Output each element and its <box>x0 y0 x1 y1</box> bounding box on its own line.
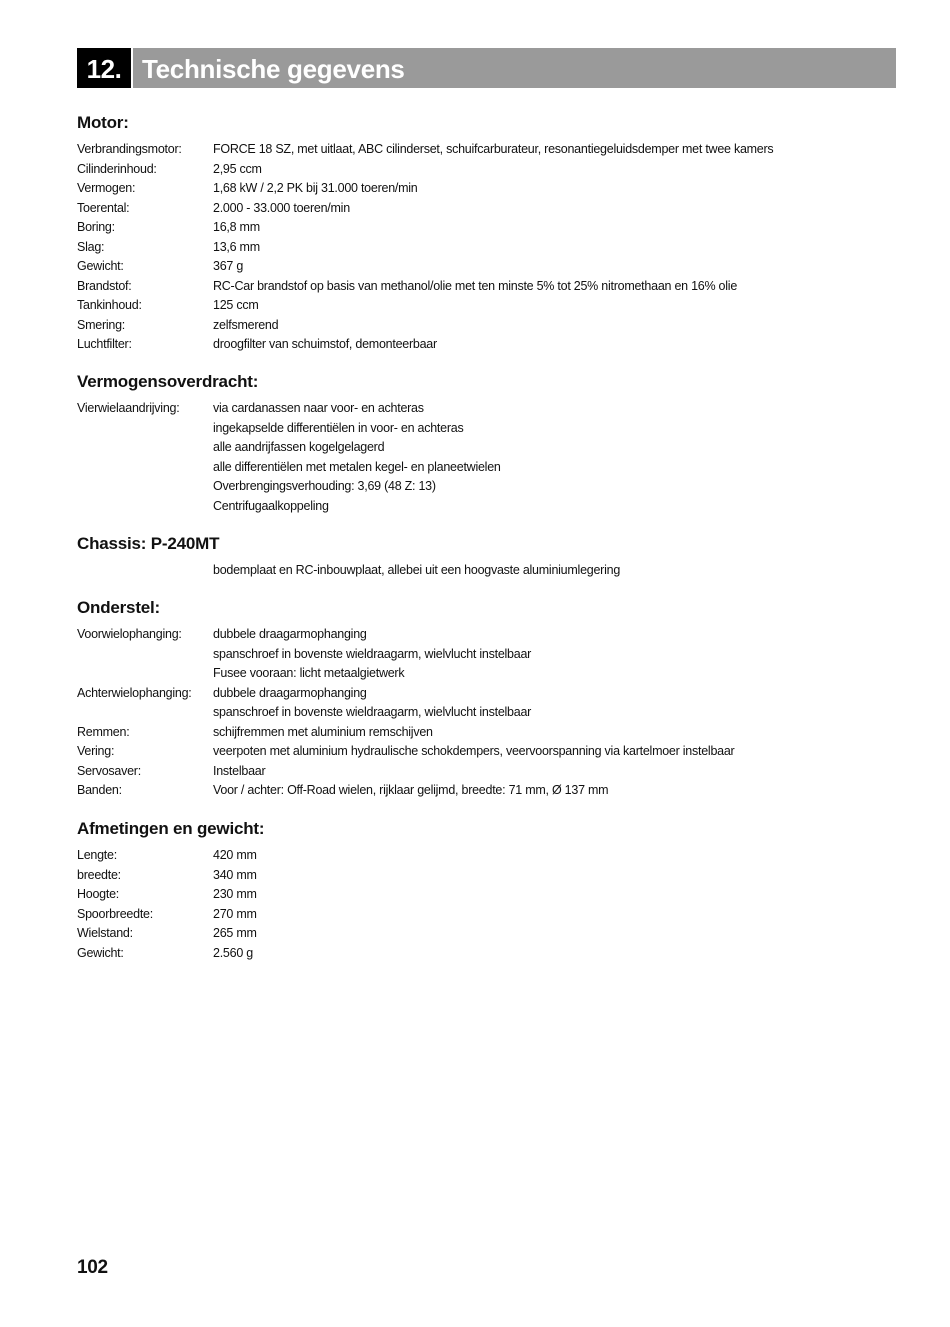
spec-label: Wielstand: <box>77 926 133 940</box>
spec-value: droogfilter van schuimstof, demonteerbaar <box>213 337 437 351</box>
spec-label: Luchtfilter: <box>77 337 132 351</box>
spec-value: FORCE 18 SZ, met uitlaat, ABC cilinderset, schuifcarburateur, resonantiegeluidsdemper met twee kamers <box>213 142 774 156</box>
spec-label: Gewicht: <box>77 259 124 273</box>
spec-value: dubbele draagarmophanging <box>213 627 367 641</box>
spec-value: zelfsmerend <box>213 317 279 332</box>
chapter-header <box>77 48 896 88</box>
spec-value: veerpoten met aluminium hydraulische schokdempers, veervoorspanning via kartelmoer instelbaar <box>213 744 735 758</box>
spec-value: 265 mm <box>213 926 257 940</box>
spec-label: Brandstof: <box>77 278 132 293</box>
spec-value: dubbele draagarmophanging <box>213 685 367 700</box>
spec-value: RC-Car brandstof op basis van methanol/olie met ten minste 5% tot 25% nitromethaan en 16% olie <box>213 278 738 293</box>
spec-value: 340 mm <box>213 867 257 882</box>
spec-label: Gewicht: <box>77 945 124 960</box>
spec-label: Verbrandingsmotor: <box>77 142 182 156</box>
spec-value: 270 mm <box>213 906 257 921</box>
spec-value: 367 g <box>213 259 244 273</box>
section-title-motor: Motor: <box>77 113 129 132</box>
spec-value: alle differentiëlen met metalen kegel- en planeetwielen <box>213 459 501 474</box>
chapter-number: 12. <box>77 48 131 88</box>
spec-label: Toerental: <box>77 200 130 215</box>
spec-value: schijfremmen met aluminium remschijven <box>213 724 433 739</box>
spec-label: Voorwielophanging: <box>77 627 182 641</box>
chapter-title: Technische gegevens <box>133 48 896 88</box>
spec-label: Vering: <box>77 744 115 758</box>
spec-label: Vierwielaandrijving: <box>77 401 180 415</box>
spec-label: breedte: <box>77 867 121 882</box>
spec-value: Overbrengingsverhouding: 3,69 (48 Z: 13) <box>213 479 436 493</box>
spec-label: Boring: <box>77 220 115 234</box>
section-title-dimensions: Afmetingen en gewicht: <box>77 819 265 838</box>
spec-value: bodemplaat en RC-inbouwplaat, allebei uit een hoogvaste aluminiumlegering <box>213 563 621 577</box>
spec-value: ingekapselde differentiëlen in voor- en achteras <box>213 420 464 435</box>
spec-value: spanschroef in bovenste wieldraagarm, wielvlucht instelbaar <box>213 646 532 661</box>
spec-value: spanschroef in bovenste wieldraagarm, wielvlucht instelbaar <box>213 705 532 719</box>
spec-value: 230 mm <box>213 887 257 901</box>
spec-value: 420 mm <box>213 848 257 862</box>
spec-value: 125 ccm <box>213 298 259 312</box>
spec-label: Achterwielophanging: <box>77 685 192 700</box>
spec-value: alle aandrijfassen kogelgelagerd <box>213 440 385 454</box>
spec-value: 16,8 mm <box>213 220 260 234</box>
spec-label: Hoogte: <box>77 887 120 901</box>
spec-value: 2.560 g <box>213 945 253 960</box>
section-title-transmission: Vermogensoverdracht: <box>77 372 259 391</box>
section-title-chassis: Chassis: P-240MT <box>77 534 220 553</box>
section-title-suspension: Onderstel: <box>77 598 161 617</box>
spec-label: Tankinhoud: <box>77 298 142 312</box>
spec-label: Cilinderinhoud: <box>77 161 157 176</box>
spec-value: via cardanassen naar voor- en achteras <box>213 401 424 415</box>
spec-value: 13,6 mm <box>213 239 260 254</box>
spec-value: Instelbaar <box>213 763 266 778</box>
spec-label: Servosaver: <box>77 763 141 778</box>
spec-value: Centrifugaalkoppeling <box>213 498 329 513</box>
spec-label: Remmen: <box>77 724 130 739</box>
spec-label: Spoorbreedte: <box>77 906 153 921</box>
spec-label: Slag: <box>77 239 105 254</box>
spec-label: Banden: <box>77 783 122 797</box>
spec-label: Smering: <box>77 317 126 332</box>
spec-value: Voor / achter: Off-Road wielen, rijklaar gelijmd, breedte: 71 mm, Ø 137 mm <box>213 783 609 797</box>
spec-value: 1,68 kW / 2,2 PK bij 31.000 toeren/min <box>213 181 418 195</box>
spec-value: 2,95 ccm <box>213 161 262 176</box>
spec-value: 2.000 - 33.000 toeren/min <box>213 200 350 215</box>
spec-label: Lengte: <box>77 848 117 862</box>
page-number: 102 <box>77 1257 108 1278</box>
spec-value: Fusee vooraan: licht metaalgietwerk <box>213 666 405 680</box>
spec-label: Vermogen: <box>77 181 136 195</box>
